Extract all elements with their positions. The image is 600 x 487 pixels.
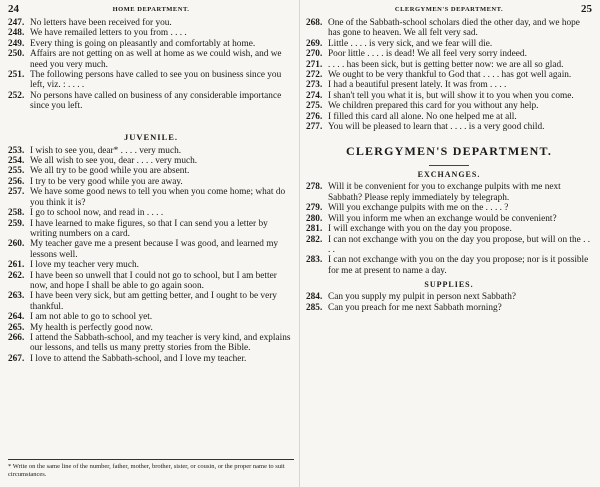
entry-number: 273. (306, 80, 323, 91)
entry-number: 254. (8, 156, 25, 167)
entry-number: 261. (8, 260, 25, 271)
entry-text: One of the Sabbath-school scholars died the other day, and we hope has gone to heaven. We all felt very sad. (328, 18, 580, 39)
list-item (306, 255, 592, 276)
list-item (306, 122, 592, 132)
right-running-head (306, 4, 592, 18)
entry-text: I can not exchange with you on the day you propose, but will on the . . . . (328, 234, 591, 255)
entry-text: Poor little . . . . is dead! We all feel very sorry indeed. (328, 49, 527, 60)
entry-number: 267. (8, 353, 25, 364)
entry-text: Will you inform me when an exchange would be convenient? (328, 213, 557, 224)
entry-number: 258. (8, 208, 25, 219)
entry-number: 262. (8, 270, 25, 281)
entry-text: We children prepared this card for you without any help. (328, 101, 539, 112)
entry-number: 252. (8, 90, 25, 101)
list-item (8, 39, 294, 49)
list-item (8, 187, 294, 208)
list-item (8, 219, 294, 240)
entry-number: 284. (306, 292, 323, 303)
department-title: CLERGYMEN'S DEPARTMENT. (345, 144, 553, 159)
list-item (306, 18, 592, 39)
left-running-head (8, 4, 294, 18)
entry-number: 259. (8, 218, 25, 229)
list-item (8, 271, 294, 292)
entry-number: 283. (306, 255, 323, 266)
left-page-number: 24 (8, 3, 19, 15)
entry-text: We all wish to see you, dear . . . . very much. (30, 156, 198, 167)
entry-text: I love to attend the Sabbath-school, and I love my teacher. (30, 353, 247, 364)
section-heading-exchanges: EXCHANGES. (417, 170, 481, 180)
list-item (306, 70, 592, 80)
entry-text: Every thing is going on pleasantly and comfortably at home. (30, 38, 256, 49)
entry-number: 247. (8, 18, 25, 28)
entry-text: I try to be very good while you are away. (30, 176, 183, 187)
entry-number: 255. (8, 166, 25, 177)
entry-text: I had a beautiful present lately. It was from . . . . (328, 80, 507, 91)
entry-text: I have been very sick, but am getting better, and I ought to be very thankful. (30, 291, 277, 312)
entry-text: I wish to see you, dear* . . . . very much. (30, 145, 182, 156)
list-item (8, 70, 294, 91)
entry-text: No letters have been received for you. (30, 18, 172, 28)
list-item (306, 60, 592, 70)
list-item (306, 80, 592, 90)
entry-text: We have remailed letters to you from . . . . (30, 28, 187, 39)
entry-text: Little . . . . is very sick, and we fear will die. (328, 38, 493, 49)
entry-number: 256. (8, 176, 25, 187)
list-item (306, 235, 592, 256)
list-item (8, 323, 294, 333)
entry-number: 268. (306, 18, 323, 28)
entry-text: I go to school now, and read in . . . . (30, 208, 164, 219)
entry-text: My health is perfectly good now. (30, 322, 153, 333)
entry-number: 280. (306, 213, 323, 224)
list-item (306, 224, 592, 234)
entry-number: 253. (8, 145, 25, 156)
entry-number: 257. (8, 187, 25, 198)
list-item (306, 91, 592, 101)
juvenile-entries (8, 146, 294, 365)
entry-text: I have learned to make figures, so that I can send you a letter by writing numbers on a card. (30, 218, 268, 239)
entry-number: 272. (306, 70, 323, 81)
list-item (8, 333, 294, 354)
list-item (8, 239, 294, 260)
entry-number: 269. (306, 38, 323, 49)
entry-number: 260. (8, 239, 25, 250)
right-page (300, 0, 600, 487)
list-item (8, 156, 294, 166)
entry-number: 264. (8, 312, 25, 323)
entry-number: 271. (306, 59, 323, 70)
entry-text: We ought to be very thankful to God that . . . . has got well again. (328, 70, 572, 81)
entry-number: 251. (8, 70, 25, 81)
list-item (306, 214, 592, 224)
list-item (306, 182, 592, 203)
entry-text: No persons have called on business of any considerable importance since you left. (30, 90, 282, 112)
list-item (8, 146, 294, 156)
entry-text: I attend the Sabbath-school, and my teacher is very kind, and explains our lessons, and tells us many pretty stories from the Bible. (30, 332, 291, 354)
title-rule (429, 165, 469, 166)
entry-text: I am not able to go to school yet. (30, 312, 153, 323)
entry-text: I love my teacher very much. (30, 260, 139, 271)
entry-number: 285. (306, 302, 323, 313)
supplies-entries (306, 292, 592, 313)
entry-text: You will be pleased to learn that . . . . is a very good child. (328, 122, 545, 133)
list-item (306, 49, 592, 59)
list-item (8, 208, 294, 218)
list-item (8, 291, 294, 312)
entry-number: 282. (306, 234, 323, 245)
entry-number: 250. (8, 49, 25, 60)
entry-number: 266. (8, 332, 25, 343)
section-heading-juvenile: JUVENILE. (123, 131, 179, 142)
entry-text: . . . . has been sick, but is getting better now: we are all so glad. (328, 59, 564, 70)
footnote: * Write on the same line of the number, father, mother, brother, sister, or cousin, or the proper name to suit circumstances. (8, 459, 294, 479)
entry-text: We have some good news to tell you when you come home; what do you think it is? (30, 187, 286, 208)
entry-number: 277. (306, 122, 323, 133)
entry-text: I can not exchange with you on the day you propose; nor is it possible for me at present to name a day. (328, 255, 589, 276)
left-running-title: HOME DEPARTMENT. (112, 6, 190, 13)
entry-text: My teacher gave me a present because I was good, and learned my lessons well. (30, 239, 279, 260)
entry-number: 274. (306, 90, 323, 101)
list-item (8, 91, 294, 112)
list-item (8, 18, 294, 28)
list-item (8, 312, 294, 322)
exchanges-entries (306, 182, 592, 276)
entry-text: The following persons have called to see you on business since you left, viz. : . . . . (30, 70, 282, 91)
list-item (8, 260, 294, 270)
entry-number: 263. (8, 291, 25, 302)
list-item (8, 49, 294, 70)
entry-text: Will you exchange pulpits with me on the . . . . ? (328, 203, 509, 214)
entry-number: 248. (8, 28, 25, 39)
list-item (8, 166, 294, 176)
list-item (306, 303, 592, 313)
entry-text: Can you supply my pulpit in person next Sabbath? (328, 292, 516, 303)
entry-number: 270. (306, 49, 323, 60)
juvenile-continued-entries (306, 18, 592, 132)
entry-text: I shan't tell you what it is, but will show it to you when you come. (328, 90, 574, 101)
entry-text: I filled this card all alone. No one helped me at all. (328, 111, 517, 122)
entry-text: We all try to be good while you are absent. (30, 166, 190, 177)
section-heading-supplies: SUPPLIES. (424, 280, 474, 290)
entry-text: Can you preach for me next Sabbath morning? (328, 302, 502, 313)
list-item (306, 112, 592, 122)
entry-text: I have been so unwell that I could not go to school, but I am better now, and hope I shall be able to go again soon. (30, 270, 277, 291)
entry-number: 281. (306, 224, 323, 235)
entry-number: 276. (306, 111, 323, 122)
list-item (306, 292, 592, 302)
entry-text: Affairs are not getting on as well at home as we could wish, and we need you very much. (30, 49, 282, 70)
list-item (306, 39, 592, 49)
entry-number: 275. (306, 101, 323, 112)
entry-number: 278. (306, 182, 323, 193)
entry-text: I will exchange with you on the day you propose. (328, 224, 512, 235)
list-item (8, 354, 294, 364)
list-item (8, 177, 294, 187)
entry-number: 249. (8, 38, 25, 49)
list-item (8, 28, 294, 38)
list-item (306, 203, 592, 213)
entry-number: 265. (8, 322, 25, 333)
home-department-entries (8, 18, 294, 112)
section-spacer (8, 112, 294, 126)
right-page-number: 25 (581, 3, 592, 15)
entry-number: 279. (306, 203, 323, 214)
right-running-title: CLERGYMEN'S DEPARTMENT. (394, 6, 504, 13)
entry-text: Will it be convenient for you to exchange pulpits with me next Sabbath? Please reply immediately by telegraph. (328, 182, 561, 203)
list-item (306, 101, 592, 111)
